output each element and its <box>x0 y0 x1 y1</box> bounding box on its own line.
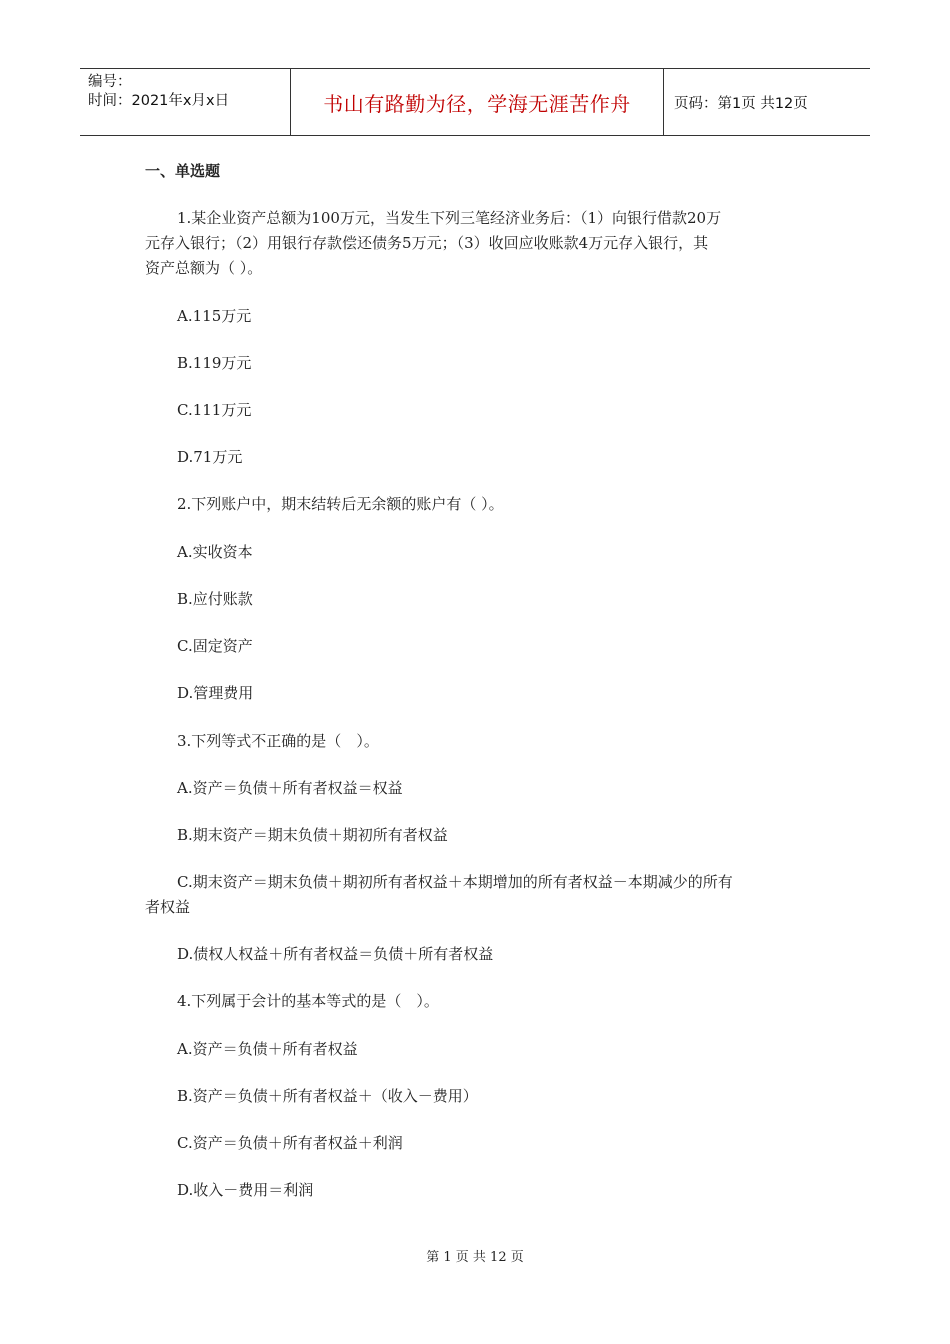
question-4-option-a: A.资产＝负债＋所有者权益 <box>177 1040 358 1058</box>
question-2-option-c: C.固定资产 <box>177 637 253 655</box>
question-4-option-b: B.资产＝负债＋所有者权益＋（收入－费用） <box>177 1087 478 1105</box>
question-1-option-b: B.119万元 <box>177 354 252 372</box>
question-1-line-1: 1.某企业资产总额为100万元，当发生下列三笔经济业务后：（1）向银行借款20万 <box>177 209 722 227</box>
question-4-option-d: D.收入－费用＝利润 <box>177 1181 314 1199</box>
question-3-option-c-line-2: 者权益 <box>145 898 191 916</box>
question-3-option-d: D.债权人权益＋所有者权益＝负债＋所有者权益 <box>177 945 494 963</box>
header-meta <box>80 69 291 135</box>
document-date-label: 时间：2021年x月x日 <box>88 93 230 109</box>
question-2-stem: 2.下列账户中，期末结转后无余额的账户有（ ）。 <box>177 495 504 513</box>
question-1-line-2: 元存入银行；（2）用银行存款偿还债务5万元；（3）收回应收账款4万元存入银行，其 <box>145 234 709 252</box>
question-3-option-b: B.期末资产＝期末负债＋期初所有者权益 <box>177 826 448 844</box>
page-header <box>80 68 870 136</box>
question-4-option-c: C.资产＝负债＋所有者权益＋利润 <box>177 1134 403 1152</box>
document-number-label: 编号： <box>88 74 132 90</box>
question-1-option-c: C.111万元 <box>177 401 252 419</box>
question-3-option-a: A.资产＝负债＋所有者权益＝权益 <box>177 779 403 797</box>
header-page-info: 页码：第1页 共12页 <box>674 95 808 112</box>
page-footer: 第 1 页 共 12 页 <box>426 1250 524 1265</box>
question-1-line-3: 资产总额为（ ）。 <box>145 259 263 277</box>
question-4-stem: 4.下列属于会计的基本等式的是（ ）。 <box>177 992 439 1010</box>
question-1-option-d: D.71万元 <box>177 448 243 466</box>
question-3-option-c-line-1: C.期末资产＝期末负债＋期初所有者权益＋本期增加的所有者权益－本期减少的所有 <box>177 873 733 891</box>
question-2-option-d: D.管理费用 <box>177 684 254 702</box>
question-2-option-b: B.应付账款 <box>177 590 253 608</box>
question-2-option-a: A.实收资本 <box>177 543 253 561</box>
question-3-stem: 3.下列等式不正确的是（ ）。 <box>177 732 379 750</box>
question-1-option-a: A.115万元 <box>177 307 252 325</box>
header-motto: 书山有路勤为径，学海无涯苦作舟 <box>291 69 664 135</box>
section-title: 一、单选题 <box>145 162 221 180</box>
